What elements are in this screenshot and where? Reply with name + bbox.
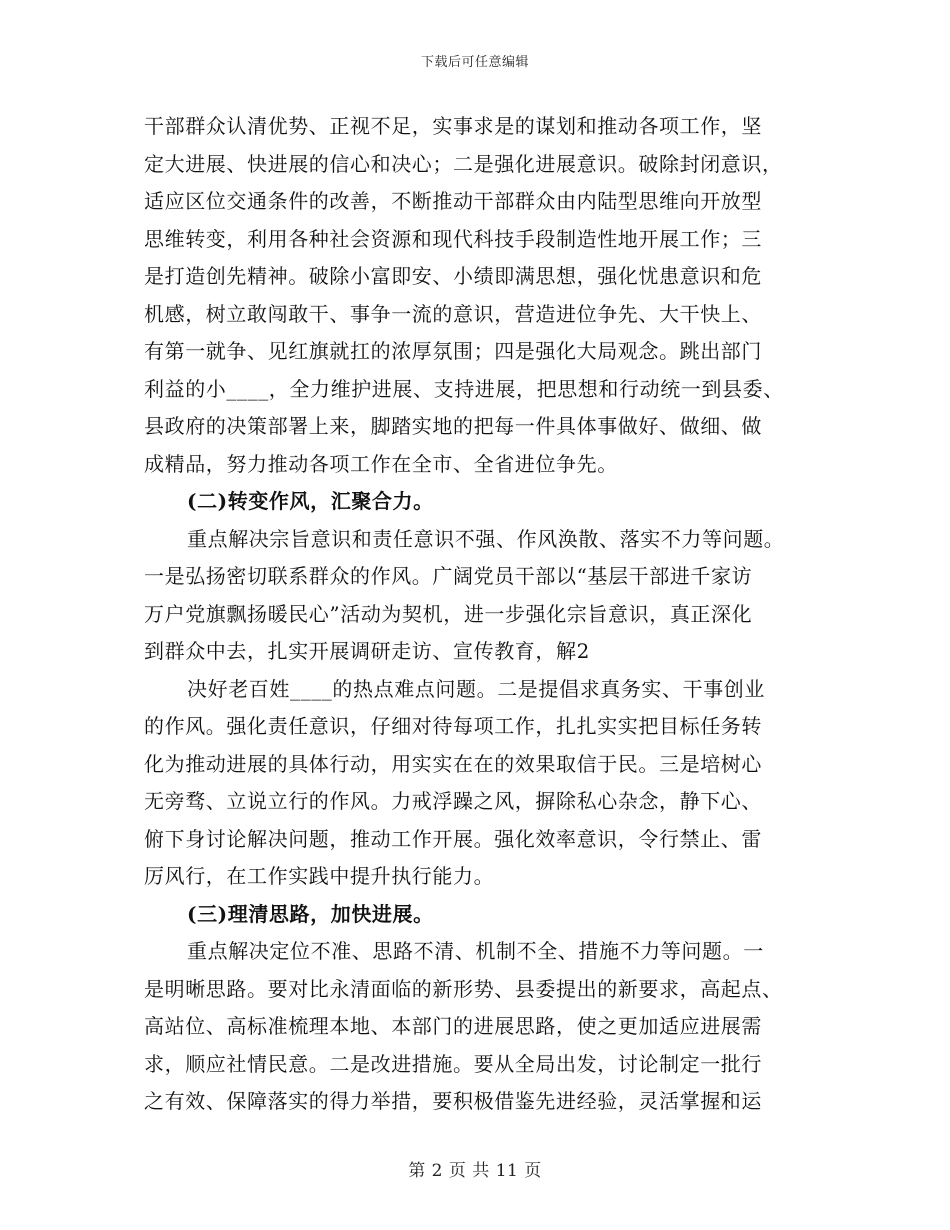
text-line: 适应区位交通条件的改善，不断推动干部群众由内陆型思维向开放型 (144, 189, 762, 213)
page-header: 下载后可任意编辑 (420, 55, 529, 70)
text-line: 求，顺应社情民意。二是改进措施。要从全局出发，讨论制定一批行 (144, 1051, 762, 1076)
text-line: 俯下身讨论解决问题，推动工作开展。强化效率意识，令行禁止、雷 (144, 826, 762, 851)
text-line: 的作风。强化责任意识，仔细对待每项工作，扎扎实实把目标任务转 (144, 714, 762, 738)
text-line: 化为推动进展的具体行动，用实实在在的效果取信于民。三是培树心 (144, 751, 762, 776)
text-line: 万户党旗飘扬暖民心”活动为契机，进一步强化宗旨意识，真正深化 (144, 601, 753, 626)
text-line: 定大进展、快进展的信心和决心；二是强化进展意识。破除封闭意识， (144, 151, 783, 176)
paragraph-start-line: 重点解决定位不准、思路不清、机制不全、措施不力等问题。一 (187, 939, 764, 963)
paragraph-start-line: 重点解决宗旨意识和责任意识不强、作风涣散、落实不力等问题。 (187, 526, 785, 551)
text-line: 利益的小____，全力维护进展、支持进展，把思想和行动统一到县委、 (144, 376, 784, 401)
document-body (144, 108, 809, 1121)
text-line: 是打造创先精神。破除小富即安、小绩即满思想，强化忧患意识和危 (144, 264, 762, 288)
text-line: 高站位、高标准梳理本地、本部门的进展思路，使之更加适应进展需 (144, 1014, 762, 1038)
paragraph-start-line: 决好老百姓____的热点难点问题。二是提倡求真务实、干事创业 (187, 676, 765, 701)
text-line: 是明晰思路。要对比永清面临的新形势、县委提出的新要求，高起点、 (144, 976, 783, 1001)
text-line: 县政府的决策部署上来，脚踏实地的把每一件具体事做好、做细、做 (144, 414, 762, 438)
text-line: 成精品，努力推动各项工作在全市、全省进位争先。 (144, 451, 618, 476)
page-footer: 第 2 页 共 11 页 (408, 1161, 542, 1181)
text-line: 无旁骛、立说立行的作风。力戒浮躁之风，摒除私心杂念，静下心、 (144, 789, 762, 813)
text-line: 之有效、保障落实的得力举措，要积极借鉴先进经验，灵活掌握和运 (144, 1089, 762, 1113)
section-heading: (三)理清思路，加快进展。 (187, 901, 434, 926)
text-line: 思维转变，利用各种社会资源和现代科技手段制造性地开展工作；三 (144, 226, 762, 251)
text-line: 机感，树立敢闯敢干、事争一流的意识，营造进位争先、大干快上、 (144, 301, 762, 326)
text-line: 厉风行，在工作实践中提升执行能力。 (144, 864, 495, 888)
text-line: 到群众中去，扎实开展调研走访、宣传教育，解2 (144, 639, 590, 663)
text-line: 一是弘扬密切联系群众的作风。广阔党员干部以“基层干部进千家访 (144, 564, 753, 588)
section-heading: (二)转变作风，汇聚合力。 (187, 489, 434, 513)
text-line: 干部群众认清优势、正视不足，实事求是的谋划和推动各项工作，坚 (144, 114, 762, 138)
text-line: 有第一就争、见红旗就扛的浓厚氛围；四是强化大局观念。跳出部门 (144, 339, 762, 363)
